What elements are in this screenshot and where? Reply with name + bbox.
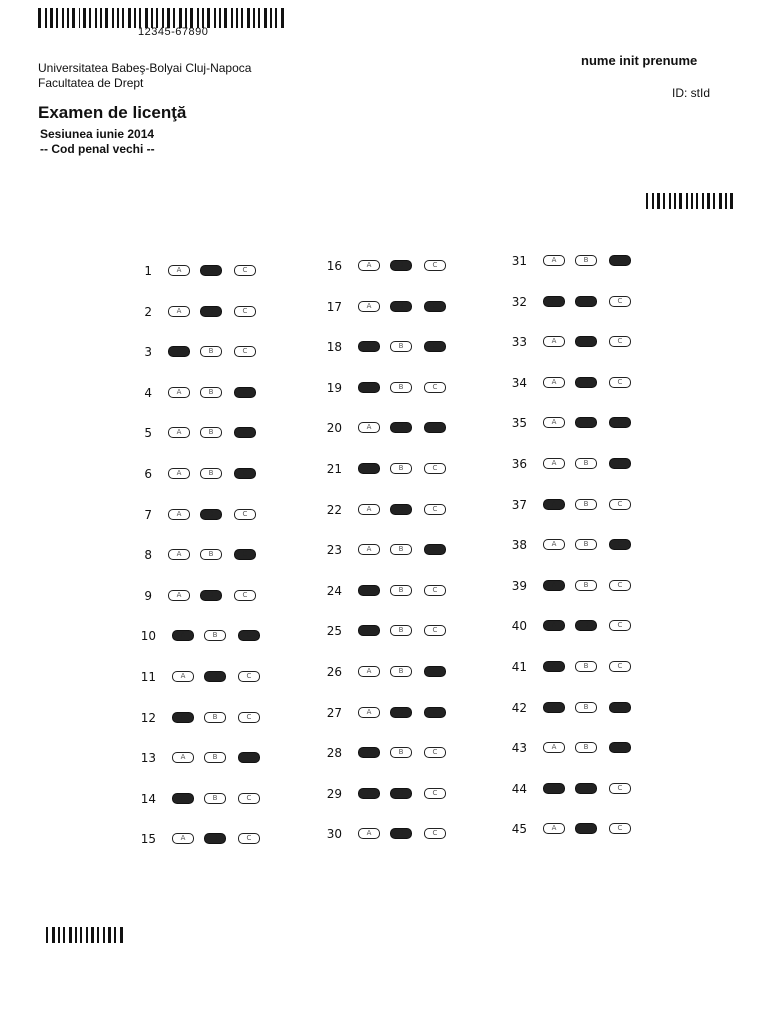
answer-bubble-a[interactable]: A [358, 544, 380, 555]
question-number: 34 [511, 375, 527, 390]
answer-bubble-b[interactable]: B [390, 382, 412, 393]
answer-bubble-a[interactable]: A [172, 833, 194, 844]
answer-bubble-c[interactable]: C [609, 742, 631, 753]
question-number: 22 [326, 502, 342, 517]
answer-bubble-b[interactable]: B [390, 625, 412, 636]
barcode-bar [179, 8, 182, 28]
answer-bubble-b[interactable]: B [390, 422, 412, 433]
answer-bubble-a[interactable]: A [358, 625, 380, 636]
answer-bubble-c[interactable]: C [609, 823, 631, 834]
barcode-bar [45, 8, 47, 28]
answer-bubble-c[interactable]: C [424, 828, 446, 839]
exam-session: Sesiunea iunie 2014 [40, 127, 155, 141]
university-name: Universitatea Babeş-Bolyai Cluj-Napoca [38, 61, 252, 75]
barcode-bar [105, 8, 108, 28]
barcode-bar [231, 8, 233, 28]
answer-bubble-b[interactable]: B [575, 823, 597, 834]
exam-title: Examen de licenţă [38, 103, 187, 122]
answer-bubble-a[interactable]: A [543, 742, 565, 753]
answer-bubble-c[interactable]: C [424, 463, 446, 474]
barcode-bar [91, 927, 94, 943]
barcode-bar [719, 193, 722, 209]
question-number: 45 [511, 822, 527, 837]
barcode-bar [117, 8, 119, 28]
barcode-bar [725, 193, 727, 209]
answer-bubble-c[interactable]: C [424, 788, 446, 799]
question-number: 42 [511, 700, 527, 715]
answer-bubble-b[interactable]: B [200, 468, 222, 479]
answer-bubble-a[interactable]: A [358, 463, 380, 474]
question-number: 25 [326, 624, 342, 639]
answer-bubble-a[interactable]: A [168, 306, 190, 317]
answer-bubble-b[interactable]: B [390, 788, 412, 799]
answer-bubble-b[interactable]: B [575, 255, 597, 266]
barcode-bar [50, 8, 53, 28]
answer-bubble-c[interactable]: C [424, 301, 446, 312]
barcode-top [38, 8, 287, 28]
question-number: 9 [144, 588, 152, 603]
answer-bubble-c[interactable]: C [424, 625, 446, 636]
barcode-bar [134, 8, 136, 28]
answer-bubble-b[interactable]: B [575, 702, 597, 713]
barcode-bar [730, 193, 733, 209]
barcode-bar [173, 8, 175, 28]
answer-bubble-b[interactable]: B [390, 341, 412, 352]
answer-bubble-b[interactable]: B [575, 377, 597, 388]
question-number: 5 [144, 426, 152, 441]
barcode-bar [72, 8, 75, 28]
barcode-bar [139, 8, 141, 28]
barcode-number: 12345-67890 [138, 26, 209, 38]
question-number: 27 [326, 705, 342, 720]
answer-bubble-c[interactable]: C [238, 630, 260, 641]
barcode-bar [108, 927, 111, 943]
question-number: 16 [326, 259, 342, 273]
question-number: 14 [140, 791, 156, 806]
student-name: nume init prenume [581, 53, 698, 68]
question-number: 15 [140, 832, 156, 847]
question-number: 32 [511, 294, 527, 309]
barcode-bar [46, 927, 48, 943]
question-number: 12 [140, 710, 156, 725]
answer-bubble-c[interactable]: C [424, 260, 446, 271]
answer-bubble-b[interactable]: B [200, 306, 222, 317]
answer-bubble-b[interactable]: B [200, 427, 222, 438]
answer-bubble-b[interactable]: B [390, 504, 412, 515]
answer-bubble-c[interactable]: C [609, 539, 631, 550]
answer-bubble-c[interactable]: C [424, 747, 446, 758]
barcode-right [646, 193, 737, 209]
question-number: 17 [326, 299, 342, 314]
barcode-bar [713, 193, 715, 209]
answer-bubble-a[interactable]: A [543, 336, 565, 347]
answer-bubble-a[interactable]: A [172, 712, 194, 723]
answer-bubble-c[interactable]: C [234, 265, 256, 276]
barcode-bar [686, 193, 688, 209]
question-number: 7 [144, 507, 152, 522]
barcode-bar [122, 8, 124, 28]
answer-bubble-b[interactable]: B [204, 793, 226, 804]
barcode-bar [702, 193, 704, 209]
barcode-bar [270, 8, 272, 28]
answer-bubble-c[interactable]: C [234, 468, 256, 479]
question-number: 44 [511, 781, 527, 796]
question-number: 13 [140, 751, 156, 766]
answer-bubble-a[interactable]: A [358, 504, 380, 515]
barcode-bar [156, 8, 158, 28]
barcode-bar [63, 927, 65, 943]
answer-bubble-a[interactable]: A [543, 539, 565, 550]
question-number: 6 [144, 467, 152, 481]
answer-bubble-a[interactable]: A [543, 580, 565, 591]
answer-bubble-a[interactable]: A [168, 387, 190, 398]
answer-bubble-b[interactable]: B [200, 346, 222, 357]
answer-bubble-b[interactable]: B [204, 833, 226, 844]
answer-bubble-c[interactable]: C [234, 306, 256, 317]
answer-bubble-c[interactable]: C [238, 752, 260, 763]
answer-bubble-c[interactable]: C [424, 504, 446, 515]
answer-bubble-a[interactable]: A [168, 549, 190, 560]
answer-bubble-c[interactable]: C [234, 590, 256, 601]
barcode-bar [58, 927, 60, 943]
question-number: 18 [326, 340, 342, 355]
answer-bubble-b[interactable]: B [200, 387, 222, 398]
barcode-bar [120, 927, 123, 943]
barcode-bar [103, 927, 105, 943]
barcode-bar [657, 193, 660, 209]
barcode-bar [52, 927, 55, 943]
barcode-bar [145, 8, 148, 28]
question-number: 43 [511, 741, 527, 756]
answer-bubble-b[interactable]: B [204, 752, 226, 763]
answer-bubble-a[interactable]: A [543, 702, 565, 713]
answer-bubble-a[interactable]: A [358, 341, 380, 352]
question-number: 20 [326, 421, 342, 436]
barcode-bar [190, 8, 193, 28]
answer-bubble-a[interactable]: A [168, 265, 190, 276]
answer-bubble-a[interactable]: A [358, 747, 380, 758]
answer-bubble-b[interactable]: B [204, 712, 226, 723]
barcode-bar [696, 193, 698, 209]
answer-bubble-b[interactable]: B [575, 539, 597, 550]
barcode-bar [707, 193, 710, 209]
answer-bubble-b[interactable]: B [200, 265, 222, 276]
answer-bubble-b[interactable]: B [390, 585, 412, 596]
answer-bubble-b[interactable]: B [575, 417, 597, 428]
faculty-name: Facultatea de Drept [38, 76, 144, 90]
answer-bubble-a[interactable]: A [358, 788, 380, 799]
answer-bubble-c[interactable]: C [609, 499, 631, 510]
answer-bubble-a[interactable]: A [172, 752, 194, 763]
answer-bubble-b[interactable]: B [575, 296, 597, 307]
answer-bubble-c[interactable]: C [609, 255, 631, 266]
question-number: 38 [511, 538, 527, 553]
answer-bubble-a[interactable]: A [358, 260, 380, 271]
barcode-bar [97, 927, 99, 943]
answer-bubble-a[interactable]: A [543, 620, 565, 631]
answer-bubble-c[interactable]: C [609, 783, 631, 794]
question-number: 39 [511, 578, 527, 593]
answer-bubble-c[interactable]: C [234, 549, 256, 560]
question-number: 40 [511, 619, 527, 634]
answer-bubble-a[interactable]: A [543, 296, 565, 307]
answer-bubble-c[interactable]: C [424, 707, 446, 718]
barcode-bar [79, 8, 80, 28]
barcode-bar [258, 8, 260, 28]
answer-bubble-a[interactable]: A [172, 793, 194, 804]
question-number: 28 [326, 746, 342, 761]
answer-bubble-c[interactable]: C [609, 336, 631, 347]
question-number: 24 [326, 583, 342, 598]
barcode-bar [56, 8, 58, 28]
barcode-bar [112, 8, 114, 28]
barcode-bar [214, 8, 216, 28]
answer-bubble-a[interactable]: A [543, 458, 565, 469]
barcode-bar [62, 8, 64, 28]
barcode-bar [275, 8, 277, 28]
answer-bubble-c[interactable]: C [609, 702, 631, 713]
answer-bubble-c[interactable]: C [424, 544, 446, 555]
answer-bubble-c[interactable]: C [609, 296, 631, 307]
answer-bubble-a[interactable]: A [168, 427, 190, 438]
answer-bubble-b[interactable]: B [200, 590, 222, 601]
barcode-bar [67, 8, 69, 28]
answer-bubble-b[interactable]: B [390, 747, 412, 758]
answer-bubble-c[interactable]: C [609, 620, 631, 631]
answer-bubble-b[interactable]: B [575, 580, 597, 591]
answer-bubble-c[interactable]: C [424, 585, 446, 596]
answer-bubble-c[interactable]: C [609, 661, 631, 672]
answer-bubble-a[interactable]: A [168, 590, 190, 601]
barcode-bar [69, 927, 72, 943]
barcode-bar [38, 8, 41, 28]
question-number: 30 [326, 827, 342, 842]
answer-bubble-b[interactable]: B [200, 509, 222, 520]
barcode-bar [219, 8, 221, 28]
barcode-bar [185, 8, 187, 28]
answer-bubble-c[interactable]: C [609, 377, 631, 388]
barcode-bar [241, 8, 243, 28]
barcode-bottom [46, 927, 126, 943]
barcode-bar [236, 8, 238, 28]
barcode-bar [224, 8, 227, 28]
answer-bubble-b[interactable]: B [390, 666, 412, 677]
exam-subject: -- Cod penal vechi -- [40, 142, 155, 156]
answer-bubble-a[interactable]: A [543, 783, 565, 794]
question-number: 11 [140, 670, 156, 684]
answer-bubble-c[interactable]: C [609, 580, 631, 591]
barcode-bar [264, 8, 267, 28]
question-number: 23 [326, 543, 342, 558]
barcode-bar [128, 8, 131, 28]
answer-bubble-a[interactable]: A [168, 509, 190, 520]
answer-bubble-b[interactable]: B [575, 742, 597, 753]
barcode-bar [691, 193, 693, 209]
barcode-bar [281, 8, 284, 28]
answer-bubble-b[interactable]: B [204, 671, 226, 682]
barcode-bar [162, 8, 164, 28]
answer-bubble-b[interactable]: B [390, 260, 412, 271]
answer-bubble-b[interactable]: B [390, 463, 412, 474]
answer-bubble-b[interactable]: B [390, 828, 412, 839]
barcode-bar [202, 8, 204, 28]
barcode-bar [95, 8, 97, 28]
answer-bubble-a[interactable]: A [543, 417, 565, 428]
barcode-bar [253, 8, 255, 28]
answer-bubble-b[interactable]: B [575, 458, 597, 469]
answer-bubble-a[interactable]: A [168, 346, 190, 357]
barcode-bar [80, 927, 82, 943]
question-number: 2 [144, 304, 152, 319]
barcode-bar [674, 193, 676, 209]
answer-bubble-a[interactable]: A [358, 707, 380, 718]
question-number: 10 [140, 629, 156, 644]
barcode-bar [167, 8, 170, 28]
answer-bubble-a[interactable]: A [358, 585, 380, 596]
answer-bubble-c[interactable]: C [234, 387, 256, 398]
answer-bubble-a[interactable]: A [358, 666, 380, 677]
answer-bubble-b[interactable]: B [575, 620, 597, 631]
answer-bubble-c[interactable]: C [609, 417, 631, 428]
barcode-bar [100, 8, 102, 28]
student-id: ID: stId [672, 86, 711, 100]
answer-bubble-a[interactable]: A [358, 422, 380, 433]
answer-bubble-c[interactable]: C [424, 341, 446, 352]
question-number: 36 [511, 457, 527, 471]
question-number: 29 [326, 786, 342, 801]
barcode-bar [197, 8, 199, 28]
barcode-bar [663, 193, 665, 209]
answer-bubble-a[interactable]: A [172, 630, 194, 641]
answer-bubble-a[interactable]: A [172, 671, 194, 682]
barcode-bar [669, 193, 671, 209]
barcode-bar [646, 193, 648, 209]
answer-bubble-a[interactable]: A [358, 301, 380, 312]
question-number: 19 [326, 380, 342, 395]
question-number: 1 [144, 264, 152, 278]
answer-bubble-a[interactable]: A [543, 661, 565, 672]
answer-bubble-b[interactable]: B [200, 549, 222, 560]
barcode-bar [114, 927, 116, 943]
question-number: 31 [511, 254, 527, 268]
question-number: 8 [144, 548, 152, 563]
question-number: 4 [144, 385, 152, 400]
answer-bubble-a[interactable]: A [358, 828, 380, 839]
barcode-bar [151, 8, 153, 28]
question-number: 26 [326, 665, 342, 679]
answer-bubble-c[interactable]: C [234, 346, 256, 357]
answer-bubble-b[interactable]: B [390, 544, 412, 555]
answer-bubble-b[interactable]: B [575, 661, 597, 672]
answer-bubble-c[interactable]: C [424, 666, 446, 677]
barcode-bar [83, 8, 86, 28]
answer-bubble-c[interactable]: C [424, 382, 446, 393]
answer-bubble-a[interactable]: A [543, 823, 565, 834]
answer-bubble-b[interactable]: B [204, 630, 226, 641]
question-number: 41 [511, 660, 527, 674]
barcode-bar [75, 927, 77, 943]
answer-bubble-b[interactable]: B [390, 707, 412, 718]
answer-bubble-c[interactable]: C [238, 712, 260, 723]
question-number: 3 [144, 345, 152, 360]
barcode-bar [652, 193, 654, 209]
answer-bubble-c[interactable]: C [234, 509, 256, 520]
answer-bubble-b[interactable]: B [575, 783, 597, 794]
answer-bubble-a[interactable]: A [543, 255, 565, 266]
answer-bubble-c[interactable]: C [238, 793, 260, 804]
answer-bubble-a[interactable]: A [543, 499, 565, 510]
answer-bubble-c[interactable]: C [424, 422, 446, 433]
answer-bubble-c[interactable]: C [238, 671, 260, 682]
answer-bubble-a[interactable]: A [543, 377, 565, 388]
question-number: 35 [511, 416, 527, 431]
barcode-bar [89, 8, 91, 28]
question-number: 21 [326, 462, 342, 476]
question-number: 33 [511, 335, 527, 350]
question-number: 37 [511, 497, 527, 512]
barcode-bar [86, 927, 88, 943]
answer-bubble-a[interactable]: A [358, 382, 380, 393]
answer-bubble-b[interactable]: B [390, 301, 412, 312]
barcode-bar [679, 193, 682, 209]
barcode-bar [207, 8, 210, 28]
answer-bubble-c[interactable]: C [609, 458, 631, 469]
answer-bubble-c[interactable]: C [238, 833, 260, 844]
answer-bubble-b[interactable]: B [575, 499, 597, 510]
answer-bubble-c[interactable]: C [234, 427, 256, 438]
barcode-bar [247, 8, 250, 28]
answer-bubble-a[interactable]: A [168, 468, 190, 479]
answer-bubble-b[interactable]: B [575, 336, 597, 347]
